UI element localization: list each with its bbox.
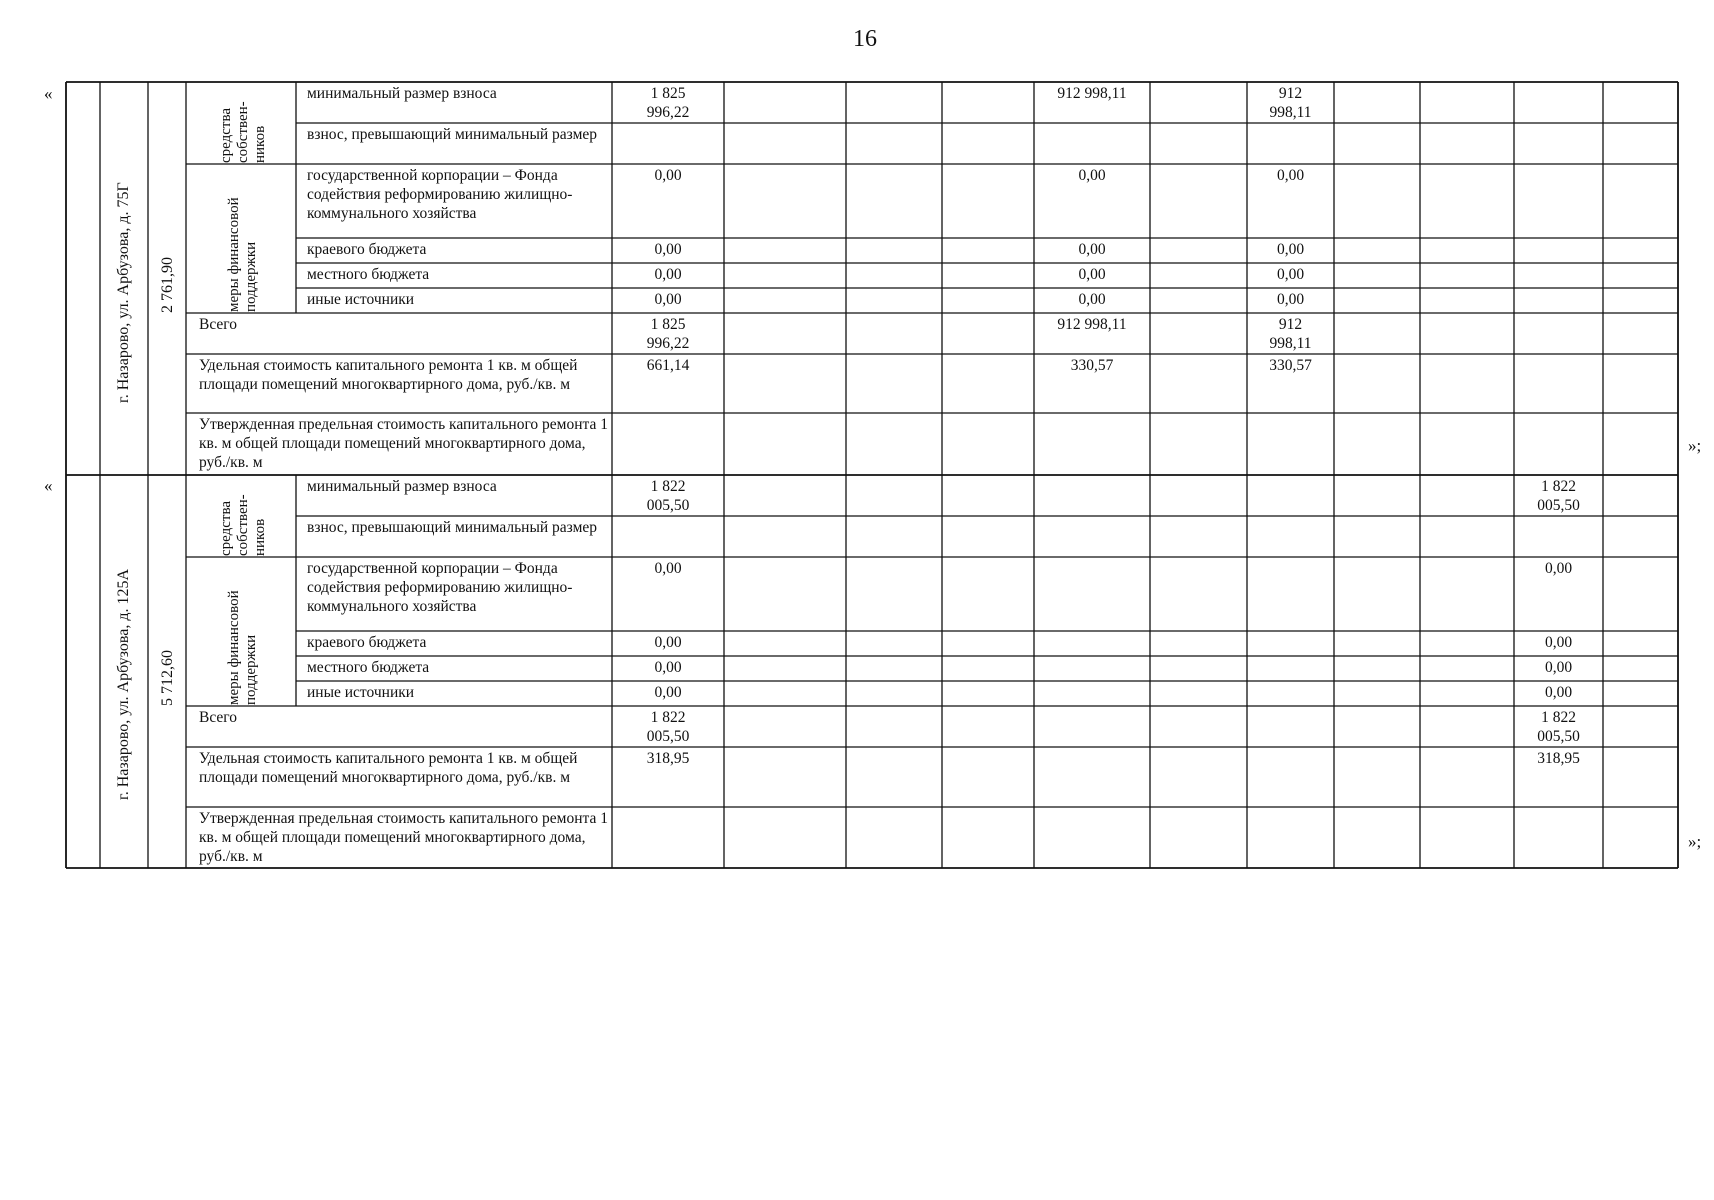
- total-min-fee: 1 822 005,50: [646, 478, 690, 514]
- address-cell: г. Назарово, ул. Арбузова, д. 125А: [115, 568, 132, 800]
- total-regional: 0,00: [654, 634, 682, 651]
- c2-min-fee: 912 998,11: [1269, 85, 1312, 121]
- page-number: 16: [853, 26, 877, 52]
- row-label-regional: краевого бюджета: [307, 241, 427, 258]
- row-label-unit-cost: Удельная стоимость капитального ремонта 1 кв. м общей площади помещений многоквартирного дома, руб./кв. м: [199, 357, 578, 393]
- total-sum: 1 825 996,22: [646, 316, 690, 352]
- total-fund: 0,00: [654, 560, 682, 577]
- area-cell: 5 712,60: [159, 650, 176, 706]
- row-label-min-fee: минимальный размер взноса: [307, 85, 497, 102]
- c3-local: 0,00: [1544, 659, 1573, 676]
- row-label-fund: государственной корпорации – Фонда содействия реформированию жилищно-коммунального хозяйства: [307, 560, 573, 615]
- c3-unit-cost: 318,95: [1537, 750, 1580, 767]
- c3-min-fee: 1 822 005,50: [1537, 478, 1580, 514]
- row-label-local: местного бюджета: [307, 659, 430, 676]
- total-min-fee: 1 825 996,22: [646, 85, 690, 121]
- total-unit-cost: 661,14: [646, 357, 690, 374]
- group-owners-label: средства собствен- ников: [218, 101, 268, 163]
- area-cell: 2 761,90: [159, 257, 176, 313]
- row-label-excess-fee: взнос, превышающий минимальный размер: [307, 519, 598, 536]
- address-cell: г. Назарово, ул. Арбузова, д. 75Г: [115, 182, 132, 403]
- c1-other: 0,00: [1078, 291, 1106, 308]
- row-label-limit-cost: Утвержденная предельная стоимость капитального ремонта 1 кв. м общей площади помещений многоквартирного дома, руб./кв. м: [199, 416, 608, 471]
- row-label-excess-fee: взнос, превышающий минимальный размер: [307, 126, 598, 143]
- row-label-local: местного бюджета: [307, 266, 430, 283]
- row-label-sum: Всего: [199, 709, 238, 726]
- row-label-regional: краевого бюджета: [307, 634, 427, 651]
- open-quote-2: «: [44, 476, 53, 495]
- open-quote-1: «: [44, 84, 53, 103]
- row-label-limit-cost: Утвержденная предельная стоимость капитального ремонта 1 кв. м общей площади помещений многоквартирного дома, руб./кв. м: [199, 810, 608, 865]
- c1-local: 0,00: [1078, 266, 1106, 283]
- total-other: 0,00: [654, 291, 682, 308]
- group-owners-label: средства собствен- ников: [218, 494, 268, 556]
- c3-sum: 1 822 005,50: [1537, 709, 1580, 745]
- row-label-fund: государственной корпорации – Фонда содействия реформированию жилищно-коммунального хозяйства: [307, 167, 573, 222]
- total-regional: 0,00: [654, 241, 682, 258]
- c1-fund: 0,00: [1078, 167, 1106, 184]
- close-quote-1: »;: [1688, 436, 1702, 455]
- row-label-other: иные источники: [307, 684, 415, 701]
- row-label-min-fee: минимальный размер взноса: [307, 478, 497, 495]
- total-unit-cost: 318,95: [646, 750, 690, 767]
- total-local: 0,00: [654, 266, 682, 283]
- group-support-label: меры финансовой поддержки: [226, 197, 259, 312]
- total-fund: 0,00: [654, 167, 682, 184]
- c1-sum: 912 998,11: [1057, 316, 1127, 333]
- row-label-other: иные источники: [307, 291, 415, 308]
- c3-regional: 0,00: [1544, 634, 1573, 651]
- c2-local: 0,00: [1276, 266, 1305, 283]
- total-sum: 1 822 005,50: [646, 709, 690, 745]
- c2-unit-cost: 330,57: [1269, 357, 1312, 374]
- c3-fund: 0,00: [1544, 560, 1573, 577]
- c2-other: 0,00: [1276, 291, 1305, 308]
- c2-regional: 0,00: [1276, 241, 1305, 258]
- total-local: 0,00: [654, 659, 682, 676]
- c1-regional: 0,00: [1078, 241, 1106, 258]
- close-quote-2: »;: [1688, 832, 1702, 851]
- c3-other: 0,00: [1544, 684, 1573, 701]
- c2-fund: 0,00: [1276, 167, 1305, 184]
- row-label-unit-cost: Удельная стоимость капитального ремонта 1 кв. м общей площади помещений многоквартирного дома, руб./кв. м: [199, 750, 578, 786]
- c1-min-fee: 912 998,11: [1057, 85, 1127, 102]
- row-label-sum: Всего: [199, 316, 238, 333]
- c1-unit-cost: 330,57: [1070, 357, 1114, 374]
- total-other: 0,00: [654, 684, 682, 701]
- c2-sum: 912 998,11: [1269, 316, 1312, 352]
- group-support-label: меры финансовой поддержки: [226, 590, 259, 705]
